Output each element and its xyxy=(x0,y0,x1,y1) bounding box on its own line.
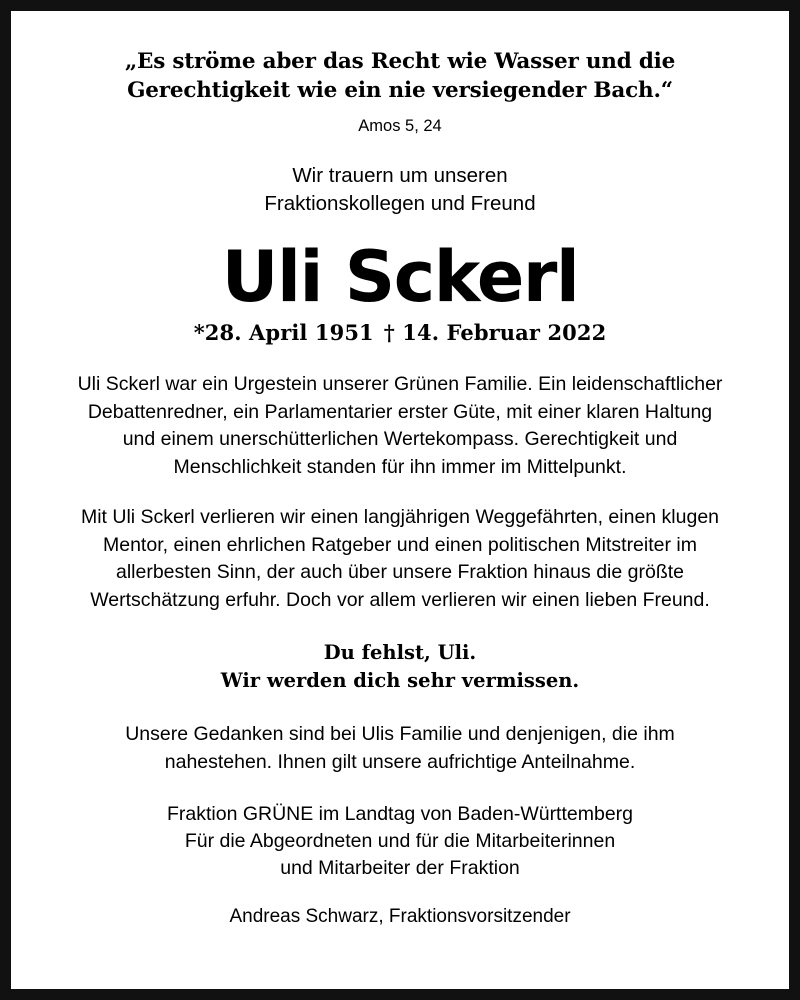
farewell-message xyxy=(221,639,579,696)
condolence-message: Unsere Gedanken sind bei Ulis Familie und denjenigen, die ihm nahestehen. Ihnen gilt unsere aufrichtige Anteilnahme. xyxy=(125,723,675,773)
birth-date: *28. April 1951 xyxy=(193,320,374,346)
obituary-inner-frame xyxy=(11,11,789,989)
tribute-paragraph-2: Mit Uli Sckerl verlieren wir einen langjährigen Weggefährten, einen klugen Mentor, einen ehrlichen Ratgeber und einen politischen Mitstreiter im allerbesten Sinn, der auch über unsere Fraktion hinaus die größte Wertschätzung erfuhr. Doch vor allem verlieren wir einen lieben Freund. xyxy=(80,505,720,611)
organization-line-3: und Mitarbeiter der Fraktion xyxy=(280,857,520,880)
mourning-line-2: Fraktionskollegen und Freund xyxy=(264,192,536,216)
tribute-paragraph-1: Uli Sckerl war ein Urgestein unserer Grünen Familie. Ein leidenschaftlicher Debattenredner, ein Parlamentarier erster Güte, mit einer klaren Haltung und einem unerschütterlichen Wertekompass. Gerechtigkeit und Menschlichkeit standen für ihn immer im Mittelpunkt. xyxy=(77,373,723,479)
life-dates xyxy=(194,320,607,345)
bible-quote: „Es ströme aber das Recht wie Wasser und die Gerechtigkeit wie ein nie versiegender Bach.“ xyxy=(124,49,676,104)
organization-line-1: Fraktion GRÜNE im Landtag von Baden-Württemberg xyxy=(166,802,634,825)
organization-line-2: Für die Abgeordneten und für die Mitarbeiterinnen xyxy=(184,829,616,852)
signatory: Andreas Schwarz, Fraktionsvorsitzender xyxy=(229,906,571,928)
organization-block xyxy=(167,801,633,883)
mourning-statement xyxy=(264,162,535,219)
farewell-line-1: Du fehlst, Uli. xyxy=(323,640,477,664)
quote-source: Amos 5, 24 xyxy=(358,117,442,136)
mourning-line-1: Wir trauern um unseren xyxy=(292,164,508,188)
death-date: † 14. Februar 2022 xyxy=(383,320,607,346)
farewell-line-2: Wir werden dich sehr vermissen. xyxy=(220,668,580,692)
deceased-name: Uli Sckerl xyxy=(221,235,579,318)
